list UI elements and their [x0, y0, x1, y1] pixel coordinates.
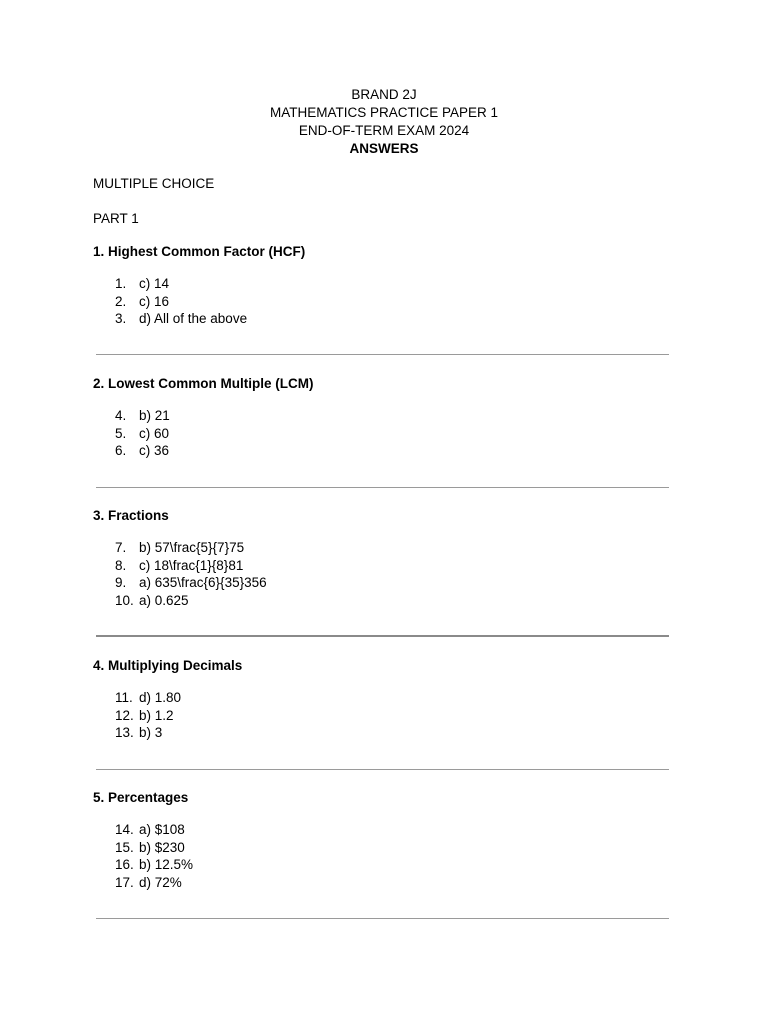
answer-item	[115, 425, 170, 443]
answer-number: 8.	[115, 557, 127, 573]
section-divider	[96, 769, 669, 770]
section-title-lcm: 2. Lowest Common Multiple (LCM)	[93, 376, 314, 391]
answer-item	[115, 275, 247, 293]
answer-number: 4.	[115, 408, 127, 423]
answer-text: a) $108	[139, 822, 185, 837]
answer-number: 17.	[115, 875, 134, 891]
answer-item	[115, 574, 267, 592]
section-title-hcf: 1. Highest Common Factor (HCF)	[93, 244, 306, 259]
answer-item	[115, 874, 193, 892]
section-title-decimals: 4. Multiplying Decimals	[93, 658, 243, 673]
answer-item	[115, 856, 193, 874]
answer-number: 3.	[115, 311, 127, 327]
answer-item	[115, 821, 193, 839]
answer-text: d) All of the above	[139, 311, 248, 327]
answer-item	[115, 539, 267, 557]
answer-number: 5.	[115, 425, 127, 441]
answer-text: b) $230	[139, 839, 185, 855]
answer-text: c) 60	[139, 425, 170, 441]
answer-item	[115, 707, 181, 725]
answer-list-decimals	[115, 689, 181, 742]
part-label: PART 1	[93, 211, 139, 226]
answer-text: b) 12.5%	[139, 857, 194, 873]
answer-number: 13.	[115, 725, 134, 741]
header-exam-title: END-OF-TERM EXAM 2024	[298, 123, 470, 138]
header-answers-label: ANSWERS	[349, 141, 419, 156]
answer-item	[115, 839, 193, 857]
answer-text: b) 21	[139, 408, 170, 423]
answer-number: 15.	[115, 839, 134, 855]
answer-text: d) 72%	[139, 875, 182, 891]
answer-text: c) 18\frac{1}{8}81	[139, 557, 244, 573]
multiple-choice-label: MULTIPLE CHOICE	[93, 176, 215, 191]
answer-item	[115, 689, 181, 707]
answer-item	[115, 557, 267, 575]
document-header	[0, 86, 768, 158]
answer-list-lcm	[115, 407, 170, 460]
answer-text: a) 0.625	[139, 593, 189, 609]
answer-list-fractions	[115, 539, 267, 610]
section-divider	[96, 635, 669, 637]
answer-number: 11.	[115, 690, 133, 705]
answer-number: 1.	[115, 276, 127, 291]
answer-text: b) 3	[139, 725, 163, 741]
answer-text: b) 57\frac{5}{7}75	[139, 540, 245, 555]
answer-number: 12.	[115, 707, 134, 723]
section-title-percentages: 5. Percentages	[93, 790, 189, 805]
answer-item	[115, 293, 247, 311]
answer-item	[115, 724, 181, 742]
answer-number: 6.	[115, 443, 127, 459]
answer-text: c) 16	[139, 293, 170, 309]
answer-number: 10.	[115, 593, 134, 609]
answer-text: c) 14	[139, 276, 170, 291]
header-brand: BRAND 2J	[351, 87, 417, 102]
section-divider	[96, 354, 669, 355]
answer-number: 7.	[115, 540, 127, 555]
answer-text: a) 635\frac{6}{35}356	[139, 575, 267, 591]
answer-item	[115, 407, 170, 425]
section-divider	[96, 487, 669, 488]
answer-number: 9.	[115, 575, 127, 591]
answer-text: c) 36	[139, 443, 170, 459]
answer-number: 14.	[115, 822, 134, 837]
section-divider	[96, 918, 669, 919]
answer-list-hcf	[115, 275, 247, 328]
answer-item	[115, 442, 170, 460]
answer-item	[115, 310, 247, 328]
section-title-fractions: 3. Fractions	[93, 508, 169, 523]
header-paper-title: MATHEMATICS PRACTICE PAPER 1	[269, 105, 499, 120]
answer-list-percentages	[115, 821, 193, 892]
answer-number: 2.	[115, 293, 127, 309]
answer-number: 16.	[115, 857, 134, 873]
answer-text: d) 1.80	[139, 690, 182, 705]
answer-text: b) 1.2	[139, 707, 174, 723]
answer-item	[115, 592, 267, 610]
